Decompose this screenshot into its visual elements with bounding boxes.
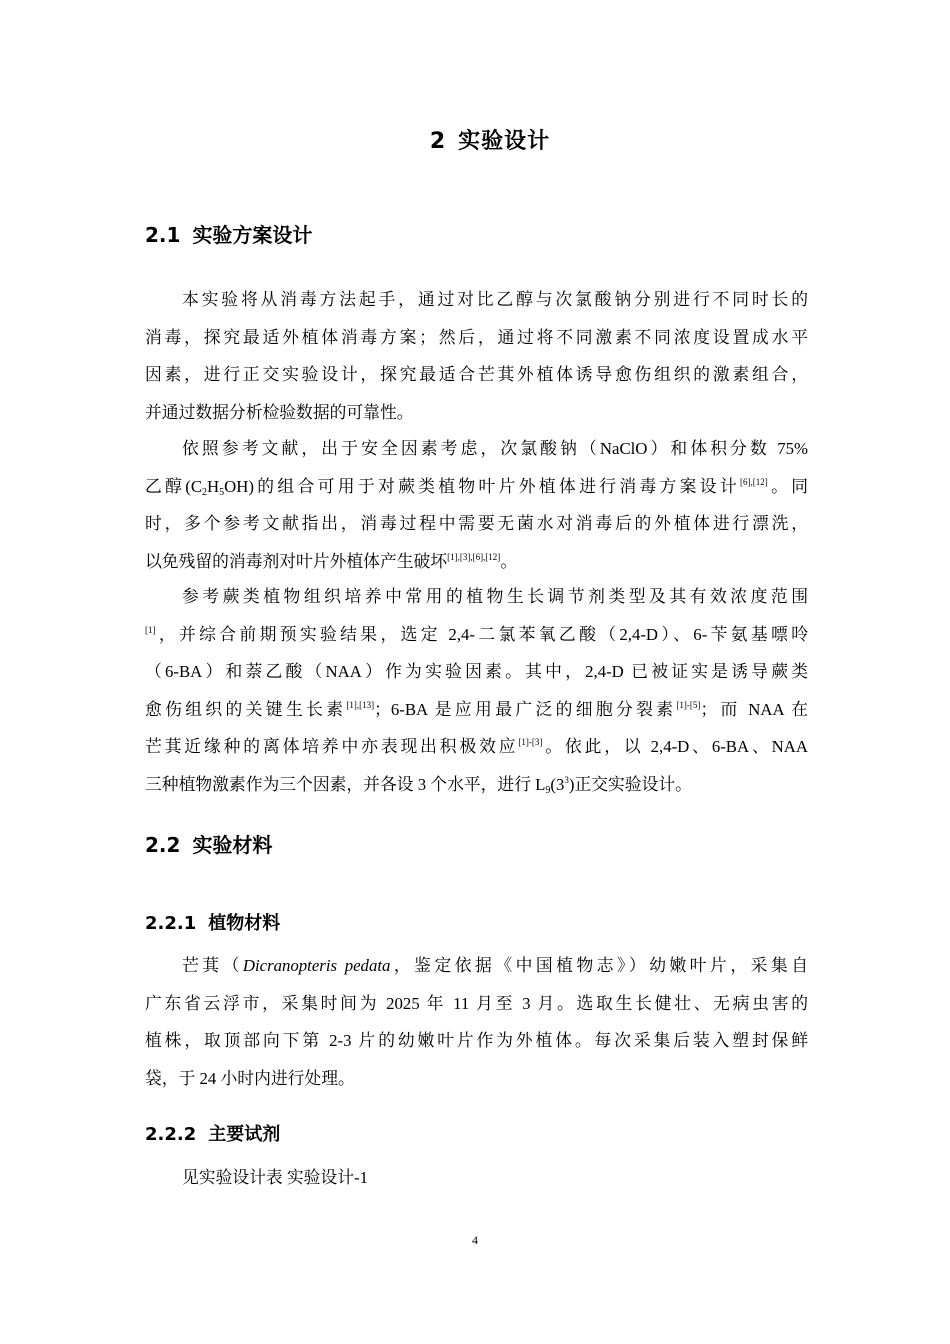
text-line: 见实验设计表 实验设计-1	[182, 1168, 368, 1187]
text-line: 三种植物激素作为三个因素，并各设 3 个水平，进行 $L_9(3^3)$正交实验设计。	[145, 774, 692, 796]
paragraph-hormones	[145, 578, 808, 803]
citation: [1],[13]	[346, 699, 375, 710]
section-heading-2-2	[145, 829, 272, 858]
text-line: （6-BA）和萘乙酸（NAA）作为实验因素。其中，2,4-D 已被证实是诱导蕨类	[145, 662, 808, 681]
citation: [1]	[145, 624, 156, 635]
section-title: 植物材料	[208, 913, 281, 934]
chapter-number: 2	[429, 129, 447, 154]
paragraph-reagents	[145, 1159, 808, 1197]
chapter-title: 实验设计	[458, 129, 551, 154]
section-title: 主要试剂	[208, 1124, 281, 1145]
text-line: 芒萁近缘种的离体培养中亦表现出积极效应[1]-[3]。依此，以 2,4-D、6-BA、NAA	[145, 737, 808, 756]
section-number: 2.2.1	[145, 913, 197, 934]
citation: [6],[12]	[740, 476, 768, 487]
subsection-heading-2-2-2	[145, 1120, 280, 1146]
text-line: 广东省云浮市，采集时间为 2025 年 11 月至 3 月。选取生长健壮、无病虫害的	[145, 993, 808, 1013]
page-number: 4	[472, 1233, 478, 1247]
section-heading-2-1	[145, 219, 312, 248]
text-line: 以免残留的消毒剂对叶片外植体产生破坏[1],[3],[6],[12]。	[145, 551, 518, 571]
section-title: 实验方案设计	[192, 223, 313, 247]
text-line: [1]，并综合前期预实验结果，选定 2,4-二氯苯氧乙酸（2,4-D）、6-苄氨基嘌呤	[145, 624, 808, 644]
citation: [1]-[5]	[676, 699, 701, 710]
paragraph-disinfection	[145, 430, 808, 580]
text-line: 芒萁（Dicranopteris pedata，鉴定依据《中国植物志》）幼嫩叶片，采集自	[182, 956, 808, 975]
text-line: 依照参考文献，出于安全因素考虑，次氯酸钠（NaClO）和体积分数 75%	[182, 439, 808, 458]
citation: [1],[3],[6],[12]	[447, 551, 501, 562]
text-line: 袋，于 24 小时内进行处理。	[145, 1068, 355, 1088]
chapter-heading	[0, 124, 950, 155]
section-title: 实验材料	[192, 833, 273, 857]
paragraph-intro	[145, 281, 808, 431]
text-line: 参考蕨类植物组织培养中常用的植物生长调节剂类型及其有效浓度范围	[182, 587, 808, 606]
section-number: 2.1	[145, 223, 181, 247]
section-number: 2.2.2	[145, 1124, 197, 1145]
text-line: 植株，取顶部向下第 2-3 片的幼嫩叶片作为外植体。每次采集后装入塑封保鲜	[145, 1031, 808, 1050]
citation: [1]-[3]	[518, 737, 543, 747]
text-line: 因素，进行正交实验设计，探究最适合芒萁外植体诱导愈伤组织的激素组合，	[145, 365, 808, 384]
text-line: 并通过数据分析检验数据的可靠性。	[145, 402, 414, 422]
text-line: 时，多个参考文献指出，消毒过程中需要无菌水对消毒后的外植体进行漂洗，	[145, 514, 808, 533]
text-line: 愈伤组织的关键生长素[1],[13]；6-BA 是应用最广泛的细胞分裂素[1]-[5]；而 NAA 在	[145, 699, 808, 719]
text-line: 消毒，探究最适外植体消毒方案；然后，通过将不同激素不同浓度设置成水平	[145, 327, 808, 347]
paragraph-plant-material	[145, 947, 808, 1097]
text-line: 乙醇$(C_2H_5OH)$的组合可用于对蕨类植物叶片外植体进行消毒方案设计[6],[12]。同	[145, 476, 808, 498]
species-name: Dicranopteris pedata	[242, 956, 391, 975]
section-number: 2.2	[145, 833, 181, 857]
text-line: 本实验将从消毒方法起手，通过对比乙醇与次氯酸钠分别进行不同时长的	[182, 290, 808, 309]
subsection-heading-2-2-1	[145, 909, 280, 935]
